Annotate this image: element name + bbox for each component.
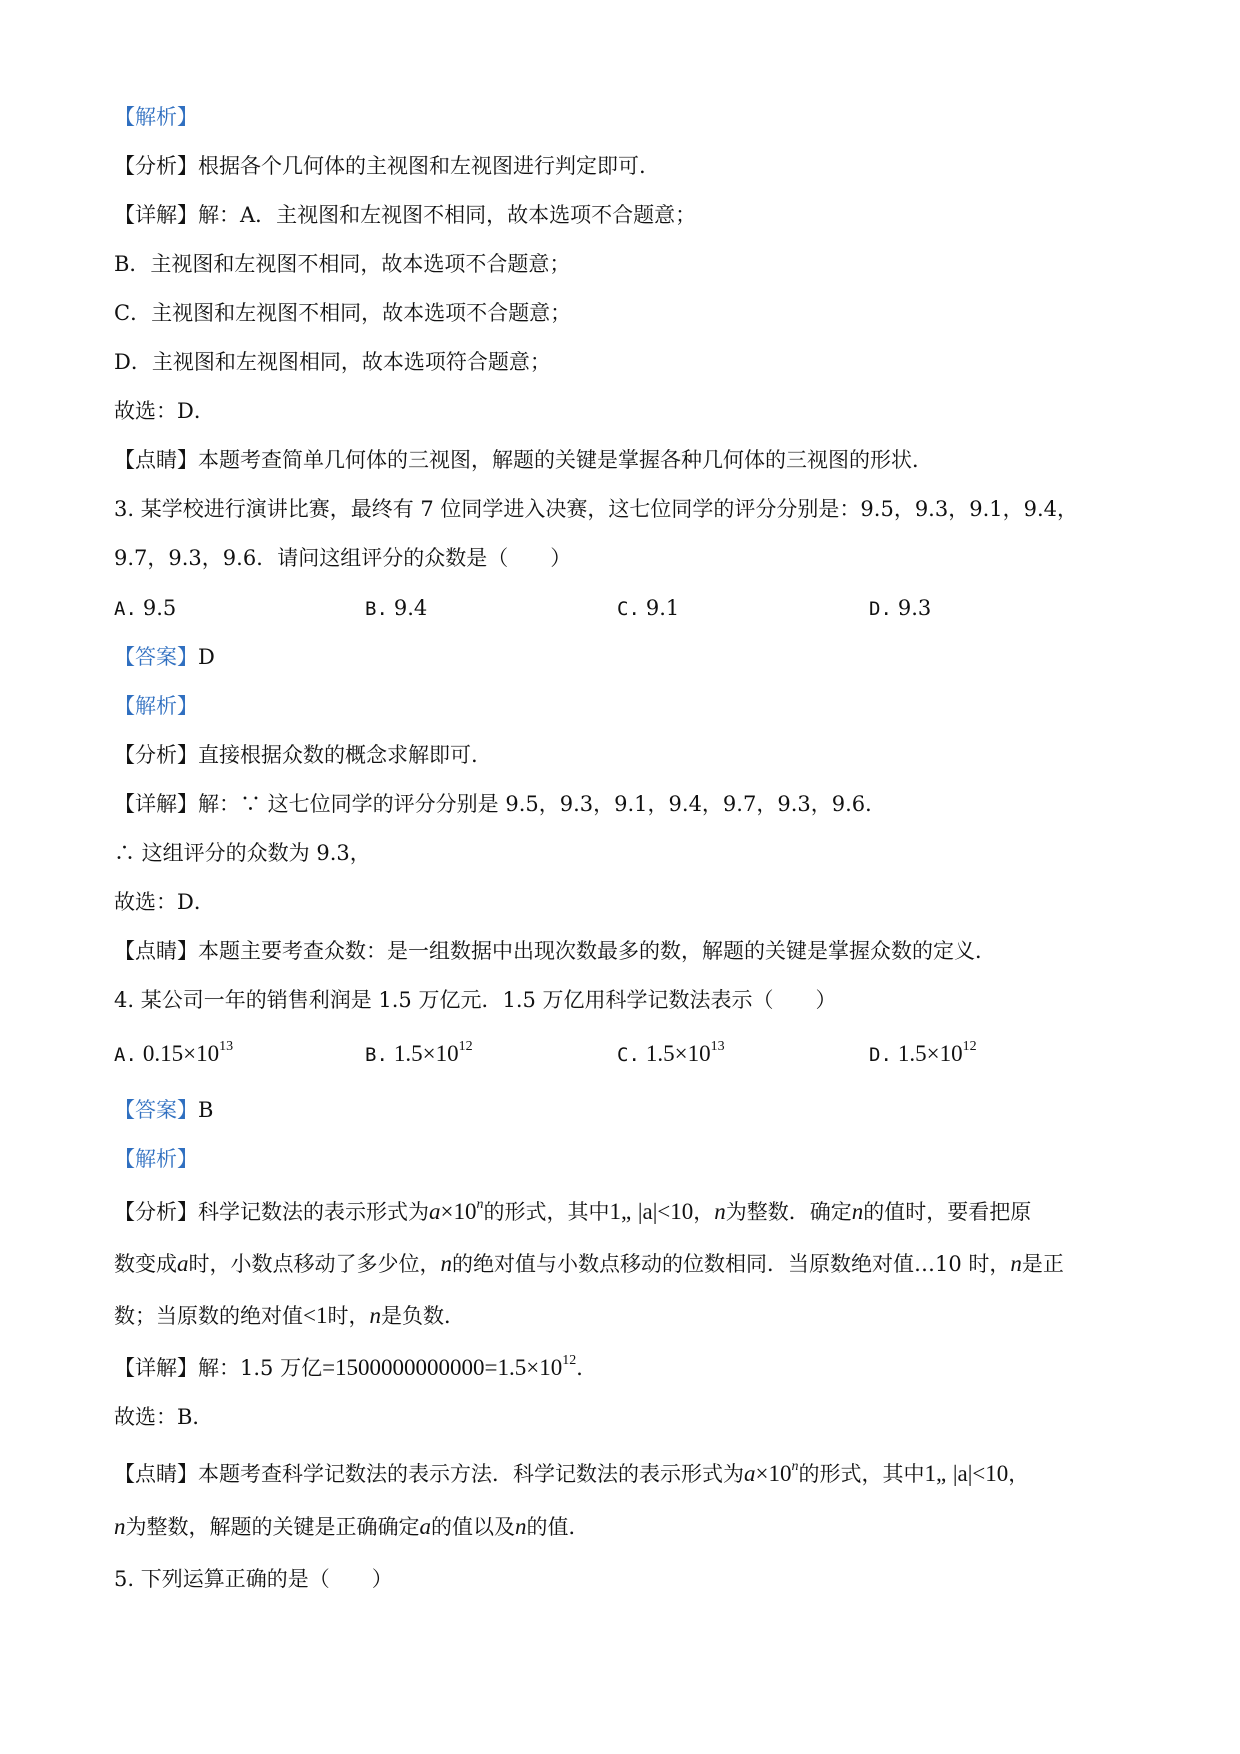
option-letter: A. <box>114 1044 137 1066</box>
answer-q4 <box>114 1096 213 1124</box>
detail-q3 <box>114 790 886 818</box>
comma: ， <box>1008 1462 1030 1486</box>
var-n: n <box>1010 1251 1022 1276</box>
q3-stem-line2: 9.7，9.3，9.6．请问这组评分的众数是（ ） <box>114 546 572 570</box>
analysis-q4-line3 <box>114 1302 465 1330</box>
var-n: n <box>714 1199 726 1224</box>
option-base: 1.5×10 <box>897 1041 963 1066</box>
analysis-q4-line1 <box>114 1198 1031 1226</box>
option-base: 1.5×10 <box>645 1041 711 1066</box>
q4-stem: 4. 某公司一年的销售利润是 1.5 万亿元．1.5 万亿用科学记数法表示（ ） <box>114 988 837 1012</box>
option-text: 9.5 <box>142 596 177 620</box>
period: ． <box>576 1356 598 1380</box>
option-letter: C. <box>617 598 640 620</box>
analysis-q2 <box>114 152 646 180</box>
q5-stem: 5. 下列运算正确的是（ ） <box>114 1567 393 1591</box>
option-text: 9.3 <box>897 596 932 620</box>
option-exponent: 13 <box>710 1039 725 1055</box>
var-n: n <box>369 1303 381 1328</box>
q3-stem-line1: 3. 某学校进行演讲比赛，最终有 7 位同学进入决赛，这七位同学的评分分别是：9.5，9.3，9.1，9.4， <box>114 497 1079 521</box>
detail-math: =1500000000000=1.5×10 <box>322 1355 563 1380</box>
option-letter: A. <box>114 598 137 620</box>
analysis-text: 是负数． <box>380 1304 465 1328</box>
var-a: a <box>429 1199 441 1224</box>
comment-label: 【点睛】 <box>114 448 198 472</box>
analysis-text: 数；当原数的绝对值 <box>114 1304 303 1328</box>
analysis-text: 时， <box>327 1304 370 1328</box>
analysis-text: 为整数．确定 <box>725 1200 852 1224</box>
option-exponent: 13 <box>219 1039 234 1055</box>
comment-q2 <box>114 446 933 474</box>
analysis-text: 根据各个几何体的主视图和左视图进行判定即可. <box>198 154 646 178</box>
detail-label: 【详解】 <box>114 203 198 227</box>
detail-text: 解：A．主视图和左视图不相同，故本选项不合题意； <box>198 203 697 227</box>
var-n: n <box>851 1199 864 1224</box>
analysis-text: 数变成 <box>114 1252 177 1276</box>
q3-option-a <box>114 594 176 623</box>
option-letter: B. <box>365 1044 388 1066</box>
detail-text: 解：∵ 这七位同学的评分分别是 9.5，9.3，9.1，9.4，9.7，9.3，9.6． <box>198 792 887 816</box>
q3-option-d <box>869 594 931 623</box>
q3-option-b <box>365 594 427 623</box>
q4-option-a <box>114 1040 233 1069</box>
answer-label: 【答案】 <box>114 645 198 669</box>
sci-form <box>429 1199 483 1224</box>
option-letter: D. <box>869 1044 892 1066</box>
comment-text: 的值以及 <box>431 1515 515 1539</box>
range-lower: 1„ <box>609 1199 632 1224</box>
var-n: n <box>791 1459 799 1475</box>
comment-text: 本题考查科学记数法的表示方法．科学记数法的表示形式为 <box>198 1462 744 1486</box>
analysis-q3 <box>114 741 478 769</box>
comment-q4-line1 <box>114 1460 1029 1488</box>
option-exponent: 12 <box>962 1039 977 1055</box>
times-ten: ×10 <box>755 1461 792 1486</box>
detail-line-c: C．主视图和左视图不相同，故本选项不合题意； <box>114 301 572 325</box>
answer-q3 <box>114 643 215 671</box>
q4-option-b <box>365 1040 473 1069</box>
var-a: a <box>419 1514 431 1539</box>
comment-text: 为整数，解题的关键是正确确定 <box>125 1515 420 1539</box>
analysis-text: 直接根据众数的概念求解即可. <box>198 743 478 767</box>
detail-exponent: 12 <box>562 1353 577 1369</box>
analysis-text: 是正 <box>1021 1252 1064 1276</box>
answer-label: 【答案】 <box>114 1098 198 1122</box>
option-letter: B. <box>365 598 388 620</box>
var-n: n <box>476 1197 484 1213</box>
option-base: 1.5×10 <box>393 1041 459 1066</box>
range-upper: |a|<10 <box>952 1461 1009 1486</box>
comment-label: 【点睛】 <box>114 939 198 963</box>
less-than-one: <1 <box>303 1303 328 1328</box>
detail-line-d: D．主视图和左视图相同，故本选项符合题意； <box>114 350 551 374</box>
analysis-label: 【分析】 <box>114 154 198 178</box>
detail-text: 解：1.5 万亿 <box>198 1356 323 1380</box>
therefore-q3: ∴ 这组评分的众数为 9.3， <box>114 841 371 865</box>
choose-q3: 故选：D． <box>114 890 215 914</box>
var-a: a <box>177 1251 189 1276</box>
comma: ， <box>693 1200 715 1224</box>
q4-option-c <box>617 1040 725 1069</box>
detail-line-b: B．主视图和左视图不相同，故本选项不合题意； <box>114 252 571 276</box>
answer-value: D <box>198 645 215 669</box>
analysis-label: 【分析】 <box>114 743 198 767</box>
option-text: 9.1 <box>645 596 680 620</box>
choose-q4: 故选：B． <box>114 1405 214 1429</box>
var-n: n <box>114 1514 126 1539</box>
detail-label: 【详解】 <box>114 1356 198 1380</box>
option-base: 0.15×10 <box>142 1041 220 1066</box>
comment-q3 <box>114 937 996 965</box>
sci-form <box>744 1461 798 1486</box>
q3-option-c <box>617 594 679 623</box>
analysis-text: 的值时，要看把原 <box>863 1200 1032 1224</box>
var-a: a <box>744 1461 756 1486</box>
jiexi-label-q3: 【解析】 <box>114 694 198 718</box>
var-n: n <box>515 1514 527 1539</box>
jiexi-label-q4: 【解析】 <box>114 1147 198 1171</box>
option-letter: C. <box>617 1044 640 1066</box>
jiexi-label-q2: 【解析】 <box>114 105 198 129</box>
comment-q4-line2 <box>114 1513 590 1541</box>
comment-text: 的形式，其中 <box>798 1462 925 1486</box>
answer-value: B <box>198 1098 214 1122</box>
q4-option-d <box>869 1040 977 1069</box>
analysis-label: 【分析】 <box>114 1200 198 1224</box>
analysis-text: 的形式，其中 <box>483 1200 610 1224</box>
analysis-text: 时，小数点移动了多少位， <box>188 1252 441 1276</box>
option-exponent: 12 <box>458 1039 473 1055</box>
option-text: 9.4 <box>393 596 428 620</box>
comment-text: 的值． <box>526 1515 590 1539</box>
choose-q2: 故选：D． <box>114 399 215 423</box>
analysis-q4-line2 <box>114 1250 1064 1278</box>
option-letter: D. <box>869 598 892 620</box>
range-upper: |a|<10 <box>637 1199 694 1224</box>
detail-q4 <box>114 1354 597 1382</box>
times-ten: ×10 <box>440 1199 477 1224</box>
range-lower: 1„ <box>924 1461 947 1486</box>
comment-label: 【点睛】 <box>114 1462 198 1486</box>
comment-text: 本题考查简单几何体的三视图，解题的关键是掌握各种几何体的三视图的形状． <box>198 448 933 472</box>
comment-text: 本题主要考查众数：是一组数据中出现次数最多的数，解题的关键是掌握众数的定义． <box>198 939 996 963</box>
var-n: n <box>440 1251 452 1276</box>
detail-label: 【详解】 <box>114 792 198 816</box>
detail-q2 <box>114 201 696 229</box>
analysis-text: 的绝对值与小数点移动的位数相同．当原数绝对值…10 时， <box>452 1252 1011 1276</box>
analysis-text: 科学记数法的表示形式为 <box>198 1200 429 1224</box>
